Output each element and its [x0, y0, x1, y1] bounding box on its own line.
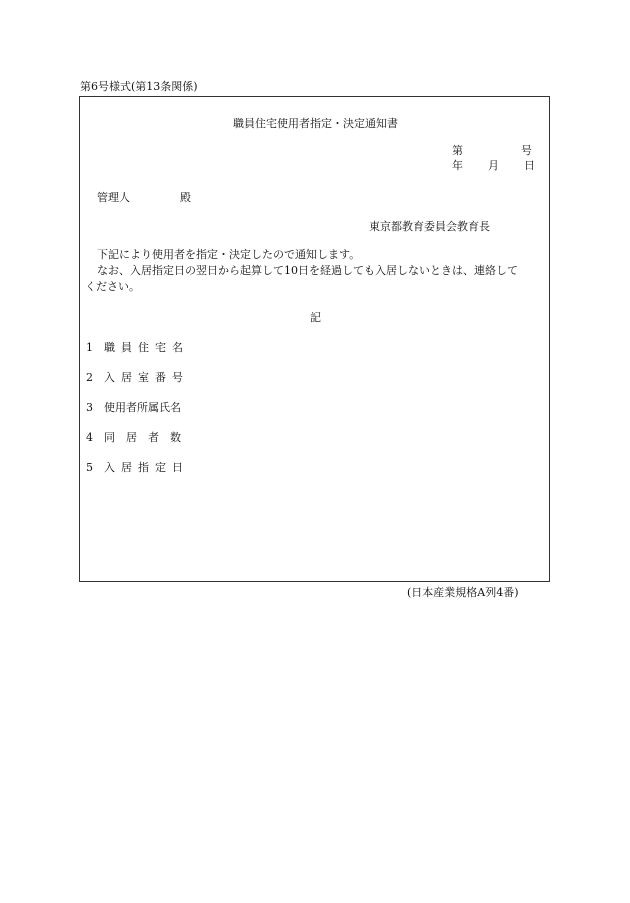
list-item: [86, 402, 181, 413]
form-number-label: 第6号様式(第13条関係): [80, 80, 198, 93]
item-label: 同居者数: [104, 431, 192, 444]
addressee: 管理人: [97, 191, 130, 204]
paper-size-note: (日本産業規格A列4番): [407, 586, 519, 599]
item-number: 2: [86, 371, 93, 384]
item-label: 使用者所属氏名: [104, 401, 181, 414]
item-label: 入居室番号: [104, 371, 189, 384]
list-item: [86, 342, 189, 353]
date-day-label: 日: [524, 159, 535, 172]
number-suffix: 号: [521, 144, 532, 157]
item-number: 1: [86, 341, 93, 354]
item-label: 職員住宅名: [104, 341, 189, 354]
notice-frame: [79, 96, 550, 582]
date-year-label: 年: [452, 159, 463, 172]
body-text-line-2: なお、入居指定日の翌日から起算して10日を経過しても入居しないときは、連絡して: [97, 264, 518, 277]
list-item: [86, 462, 189, 473]
list-item: [86, 432, 192, 443]
item-number: 5: [86, 461, 93, 474]
list-item: [86, 372, 189, 383]
document-title: 職員住宅使用者指定・決定通知書: [233, 117, 398, 130]
item-label: 入居指定日: [104, 461, 189, 474]
body-text-line-3: ください。: [85, 280, 140, 293]
date-month-label: 月: [488, 159, 499, 172]
number-prefix: 第: [452, 144, 463, 157]
issuer: 東京都教育委員会教育長: [369, 220, 490, 233]
body-text-line-1: 下記により使用者を指定・決定したので通知します。: [97, 248, 361, 261]
ki-heading: 記: [310, 311, 321, 324]
item-number: 4: [86, 431, 93, 444]
honorific: 殿: [180, 191, 191, 204]
item-number: 3: [86, 401, 93, 414]
